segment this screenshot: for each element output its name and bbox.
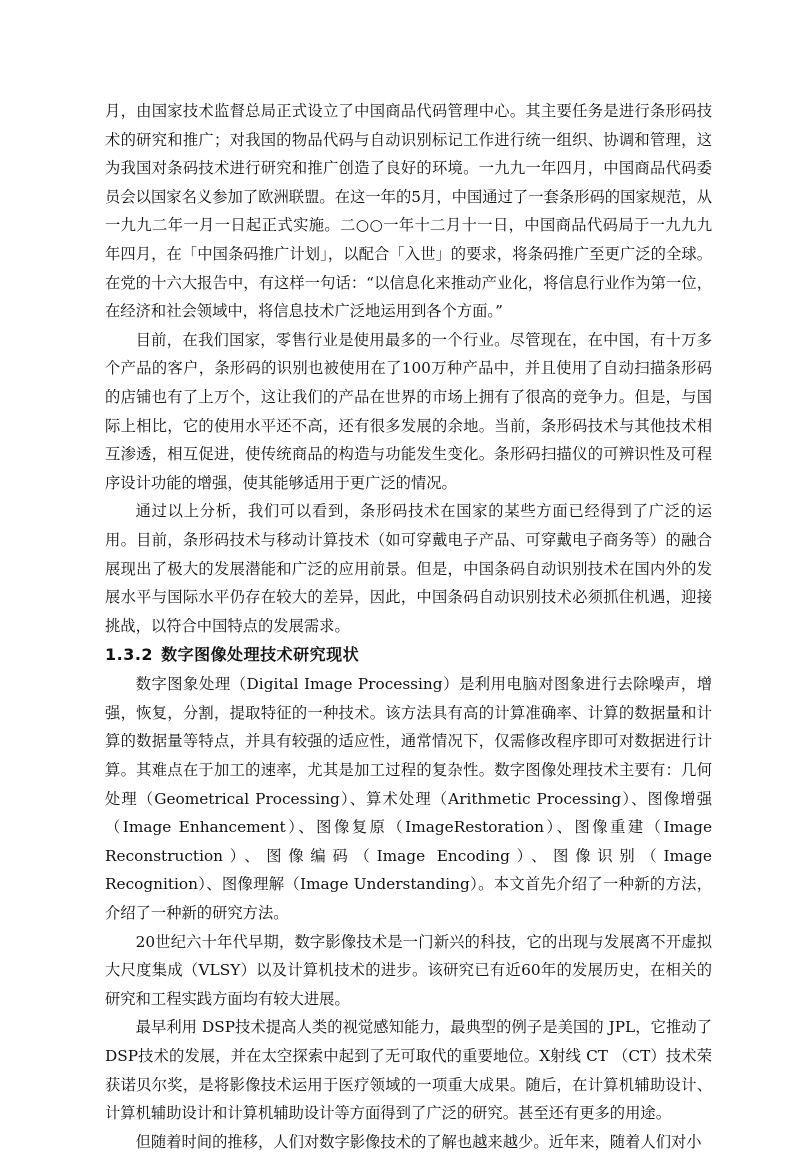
paragraph: 20世纪六十年代早期，数字影像技术是一门新兴的科技，它的出现与发展离不开虚拟大尺度集成（VLSY）以及计算机技术的进步。该研究已有近60年的发展历史，在相关的研究和工程实践方面均有较大进展。 — [105, 932, 712, 1008]
section-number: 1.3.2 — [105, 645, 154, 665]
paragraph: 数字图象处理（Digital Image Processing）是利用电脑对图象进行去除噪声，增强，恢复，分割，提取特征的一种技术。该方法具有高的计算准确率、计算的数据量和计算的数据量等特点，并具有较强的适应性，通常情况下，仅需修改程序即可对数据进行计算。其难点在于加工的速率，尤其是加工过程的复杂性。数字图像处理技术主要有：几何处理（Geometrical Processing）、算术处理（Arithmetic Processing）、图像增强（Image Enhancement）、图像复原（ImageRestoration）、图像重建（Image Reconstruction）、图像编码（Image Encoding）、图像识别（Image Recognition）、图像理解（Image Understanding）。本文首先介绍了一种新的方法，介绍了一种新的研究方法。 — [105, 675, 712, 923]
paragraph: 最早利用 DSP技术提高人类的视觉感知能力，最典型的例子是美国的 JPL，它推动了 DSP技术的发展，并在太空探索中起到了无可取代的重要地位。X射线 CT （CT）技术荣获诺贝尔奖，是将影像技术运用于医疗领域的一项重大成果。随后，在计算机辅助设计、计算机辅助设计和计算机辅助设计等方面得到了广泛的研究。甚至还有更多的用途。 — [105, 1018, 712, 1123]
paragraph: 但随着时间的推移，人们对数字影像技术的了解也越来越少。近年来，随着人们对小 — [135, 1132, 702, 1151]
section-heading — [105, 640, 712, 670]
paragraph: 月，由国家技术监督总局正式设立了中国商品代码管理中心。其主要任务是进行条形码技术的研究和推广；对我国的物品代码与自动识别标记工作进行统一组织、协调和管理，这为我国对条码技术进行研究和推广创造了良好的环境。一九九一年四月，中国商品代码委员会以国家名义参加了欧洲联盟。在这一年的5月，中国通过了一套条形码的国家规范，从一九九二年一月一日起正式实施。二○○一年十二月十一日，中国商品代码局于一九九九年四月，在「中国条码推广计划」，以配合「入世」的要求，将条码推广至更广泛的全球。在党的十六大报告中，有这样一句话：“以信息化来推动产业化，将信息行业作为第一位，在经济和社会领域中，将信息技术广泛地运用到各个方面。” — [105, 102, 712, 321]
section-title: 数字图像处理技术研究现状 — [161, 645, 360, 665]
paragraph: 通过以上分析，我们可以看到，条形码技术在国家的某些方面已经得到了广泛的运用。目前，条形码技术与移动计算技术（如可穿戴电子产品、可穿戴电子商务等）的融合展现出了极大的发展潜能和广泛的应用前景。但是，中国条码自动识别技术在国内外的发展水平与国际水平仍存在较大的差异，因此，中国条码自动识别技术必须抓住机遇，迎接挑战，以符合中国特点的发展需求。 — [105, 502, 712, 635]
paragraph: 目前，在我们国家，零售行业是使用最多的一个行业。尽管现在，在中国，有十万多个产品的客户，条形码的识别也被使用在了100万种产品中，并且使用了自动扫描条形码的店铺也有了上万个，这让我们的产品在世界的市场上拥有了很高的竞争力。但是，与国际上相比，它的使用水平还不高，还有很多发展的余地。当前，条形码技术与其他技术相互渗透，相互促进，使传统商品的构造与功能发生变化。条形码扫描仪的可辨识性及可程序设计功能的增强，使其能够适用于更广泛的情况。 — [105, 330, 712, 492]
